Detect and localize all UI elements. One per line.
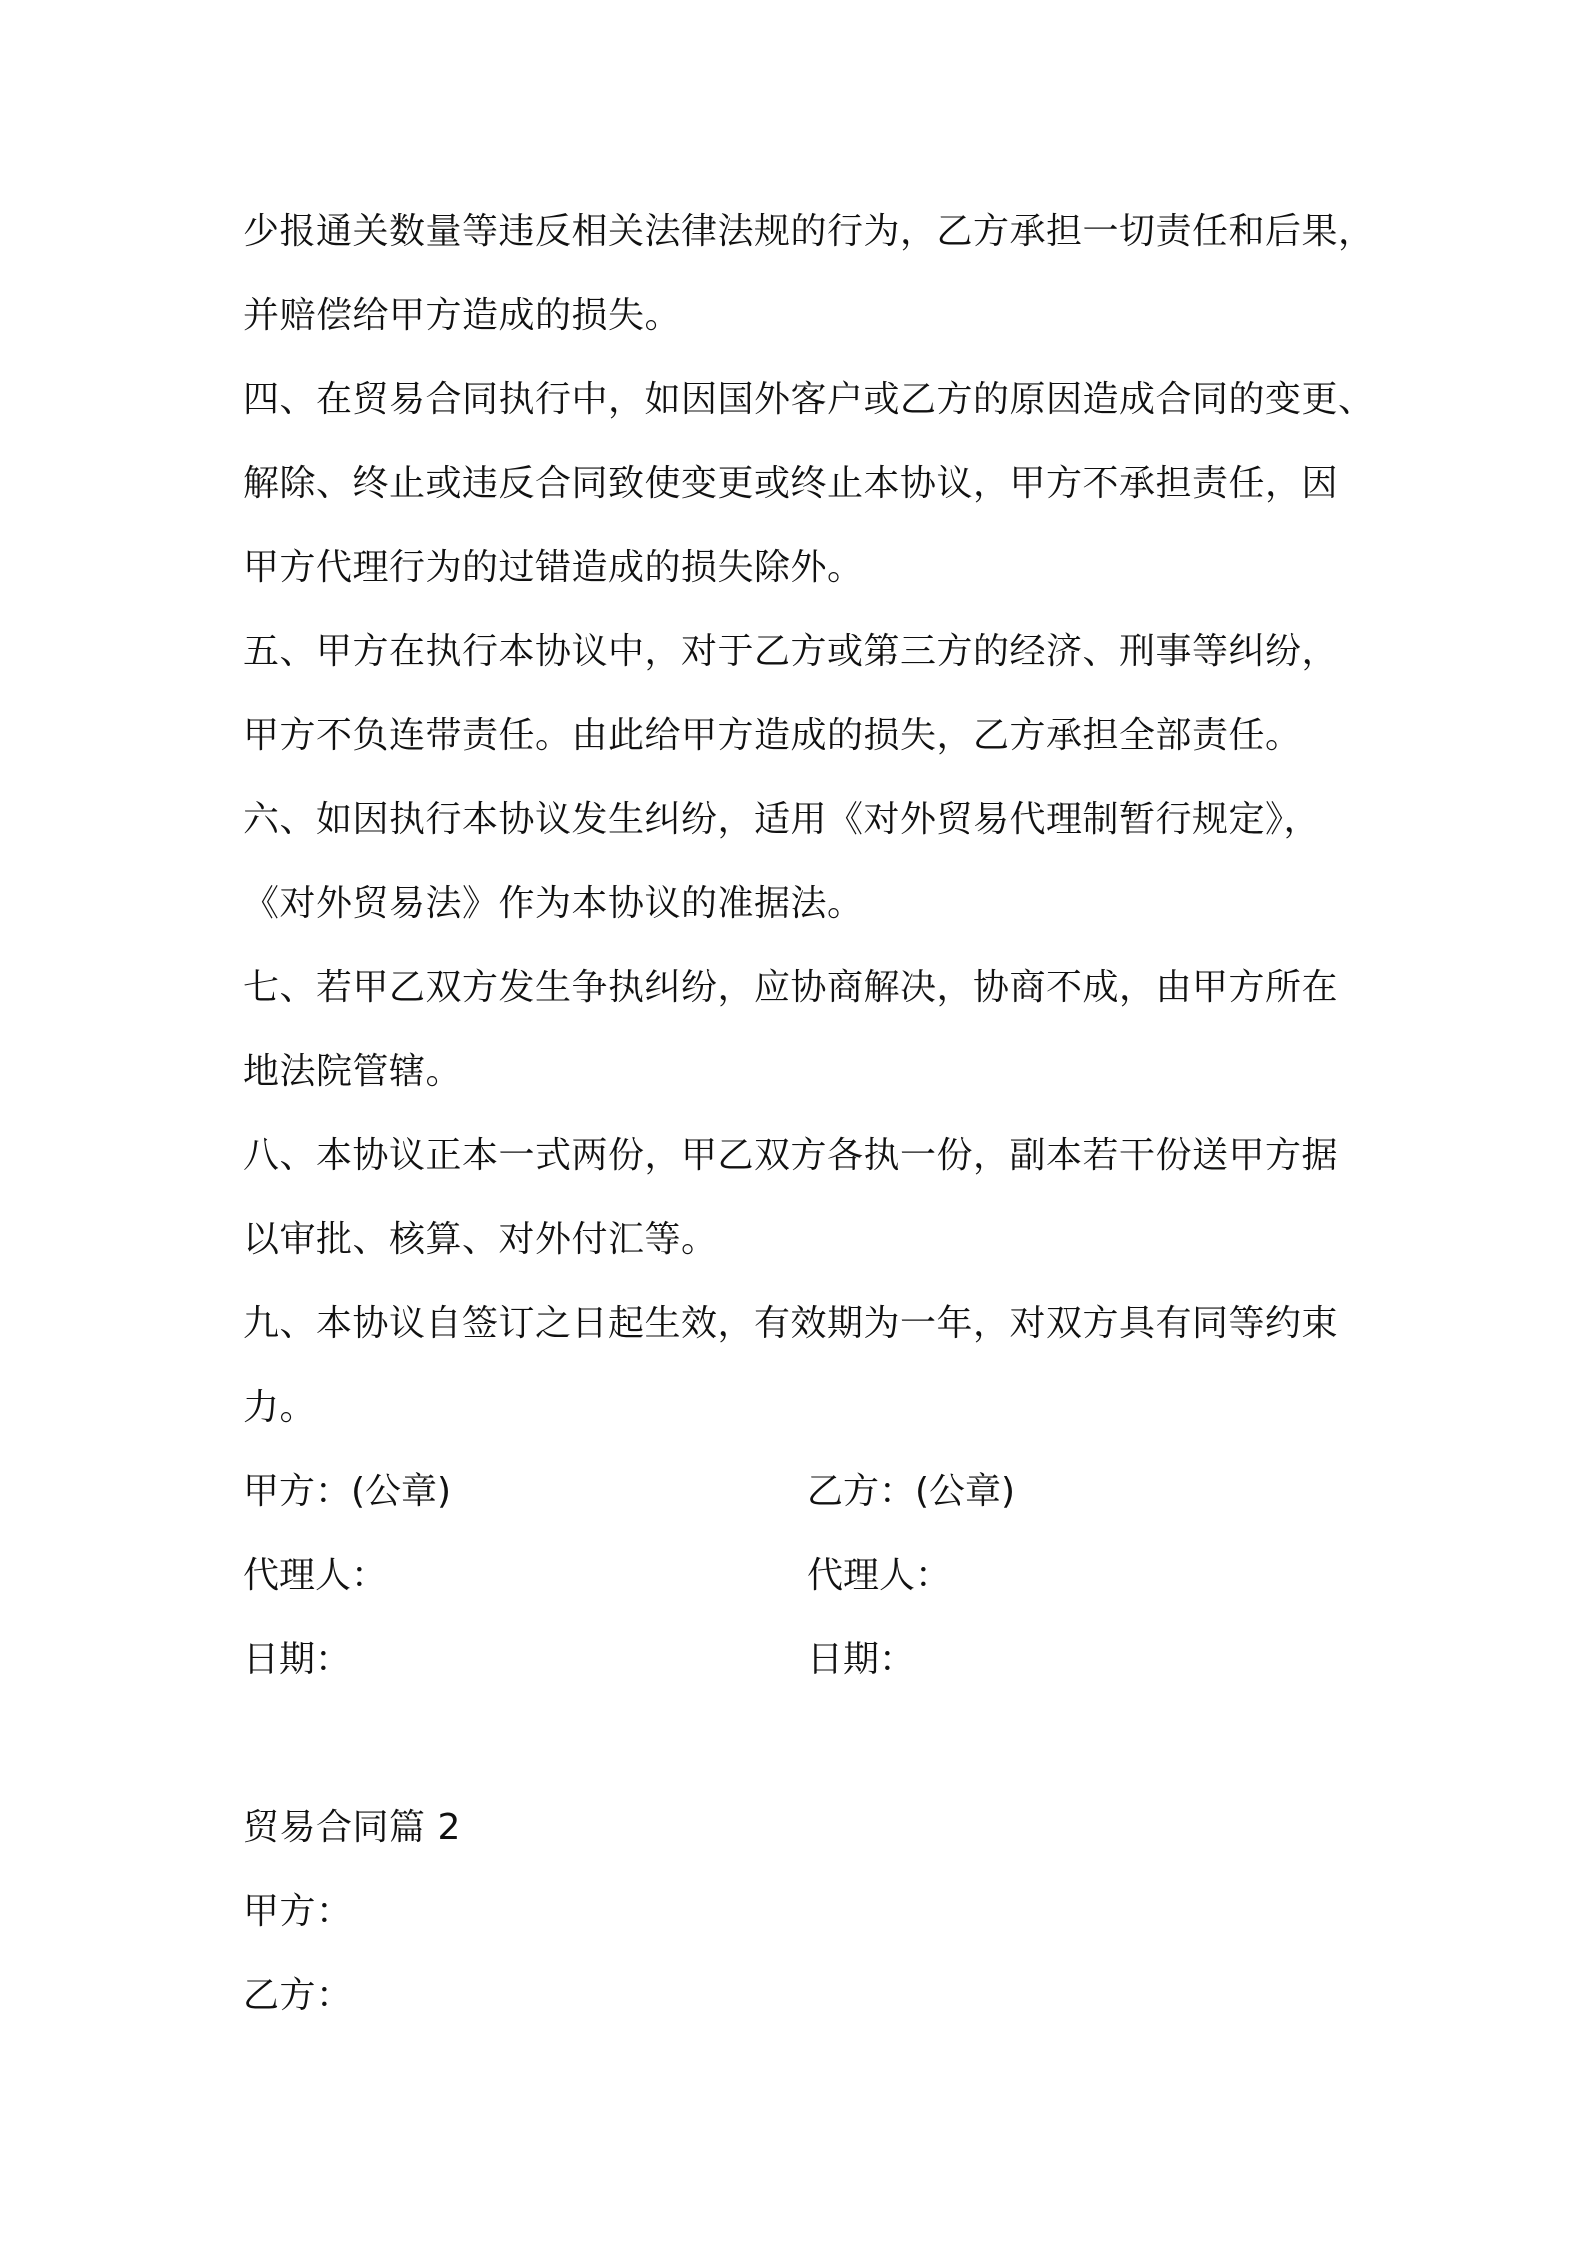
signature-row-party [243,1450,1378,1534]
paragraph-line: 六、如因执行本协议发生纠纷，适用《对外贸易代理制暂行规定》， [243,799,1321,840]
paragraph-line: 少报通关数量等违反相关法律法规的行为，乙方承担一切责任和后果， [243,211,1375,252]
paragraph-line: 力。 [243,1387,317,1428]
paragraph-line: 《对外贸易法》作为本协议的准据法。 [243,883,864,924]
paragraph-line: 并赔偿给甲方造成的损失。 [243,295,682,336]
party-a-date-label: 日期： [243,1639,352,1680]
party-b-agent-label: 代理人： [807,1555,952,1596]
section2-party-a-label: 甲方： [243,1891,353,1932]
paragraph-line: 五、甲方在执行本协议中，对于乙方或第三方的经济、刑事等纠纷， [243,631,1339,672]
section-spacer [243,1702,1378,1786]
document-page [243,190,1378,2038]
paragraph-line: 七、若甲乙双方发生争执纠纷，应协商解决，协商不成，由甲方所在 [243,967,1339,1008]
paragraph-line: 以审批、核算、对外付汇等。 [243,1219,718,1260]
paragraph-line: 甲方代理行为的过错造成的损失除外。 [243,547,864,588]
paragraph-line: 八、本协议正本一式两份，甲乙双方各执一份，副本若干份送甲方据 [243,1135,1339,1176]
party-a-agent-label: 代理人： [243,1555,388,1596]
paragraph-line: 解除、终止或违反合同致使变更或终止本协议，甲方不承担责任，因 [243,463,1339,504]
party-b-seal-label: 乙方：(公章) [807,1471,1016,1512]
signature-row-agent [243,1534,1378,1618]
paragraph-line: 九、本协议自签订之日起生效，有效期为一年，对双方具有同等约束 [243,1303,1339,1344]
section2-party-b-label: 乙方： [243,1975,353,2016]
paragraph-line: 四、在贸易合同执行中，如因国外客户或乙方的原因造成合同的变更、 [243,379,1375,420]
section2-title: 贸易合同篇 2 [243,1807,461,1848]
party-b-date-label: 日期： [807,1639,916,1680]
signature-row-date [243,1618,1378,1702]
party-a-seal-label: 甲方：(公章) [243,1471,452,1512]
paragraph-line: 甲方不负连带责任。由此给甲方造成的损失，乙方承担全部责任。 [243,715,1302,756]
paragraph-line: 地法院管辖。 [243,1051,463,1092]
